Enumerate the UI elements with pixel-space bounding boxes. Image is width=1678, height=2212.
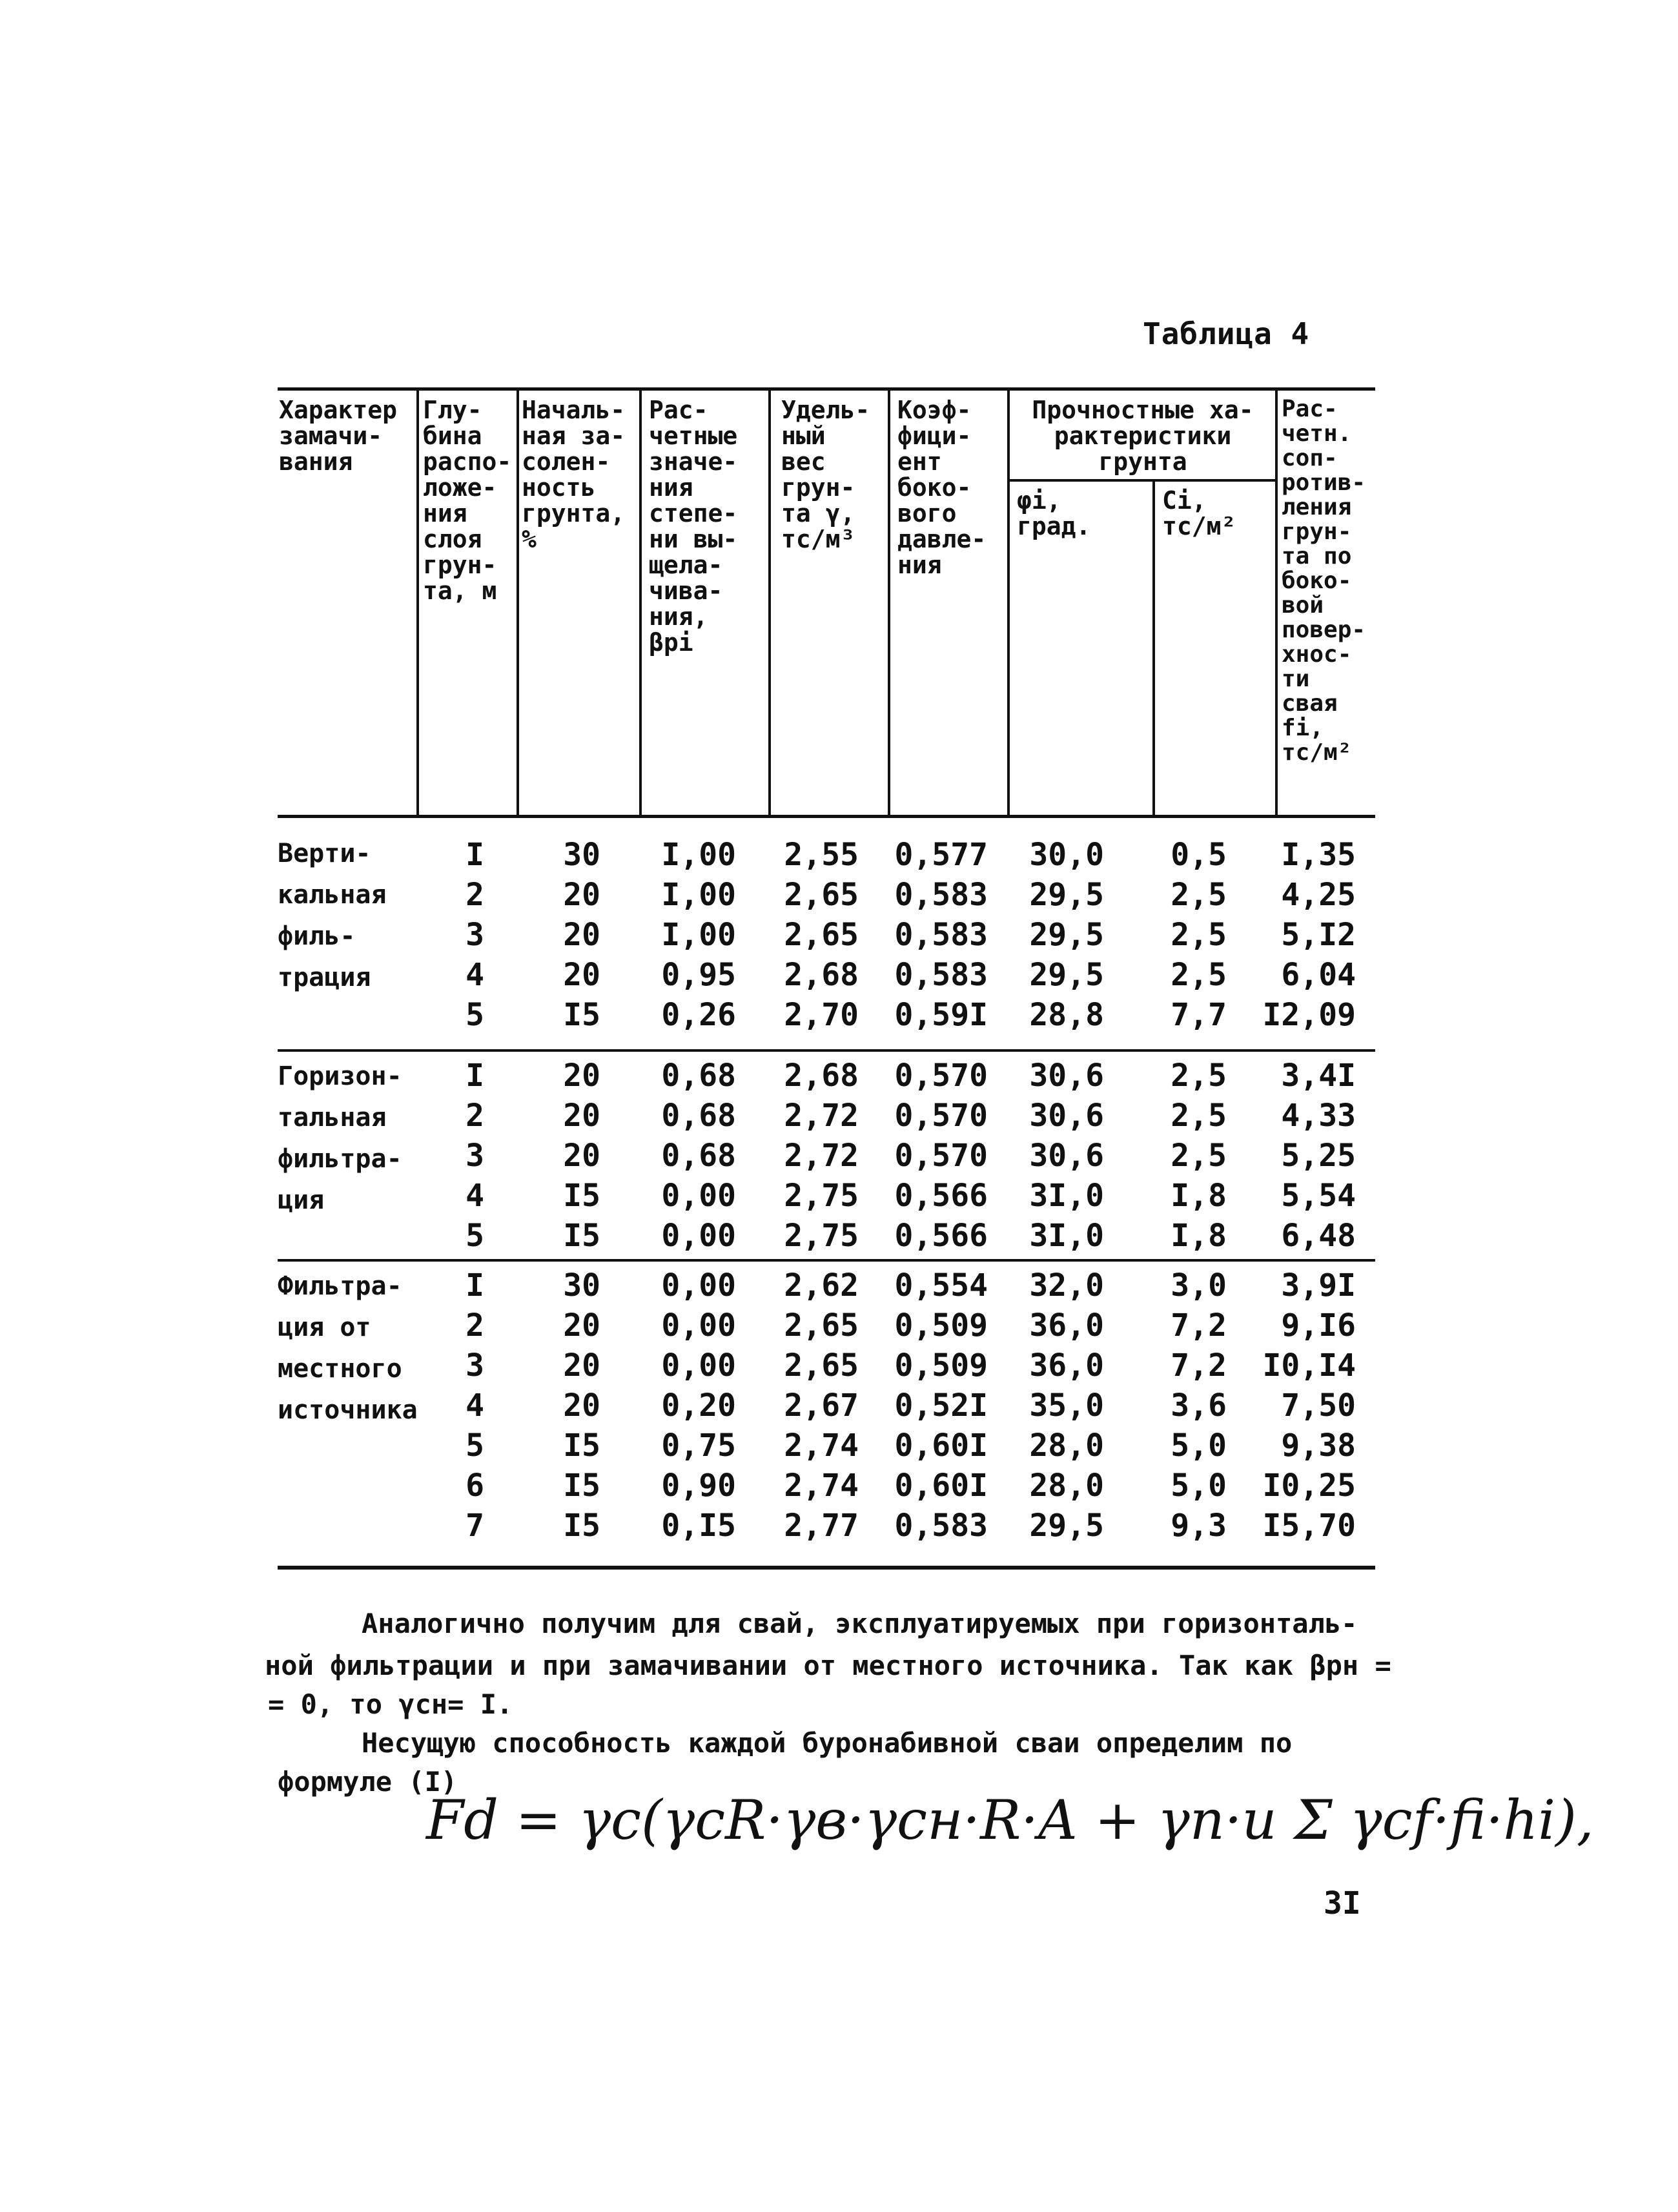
cell-c: 3,6 bbox=[1171, 1388, 1227, 1424]
table-bottom-rule bbox=[278, 1566, 1375, 1570]
cell-c: 2,5 bbox=[1171, 1058, 1227, 1094]
header-salinity: Началь- ная за- солен- ность грунта, % bbox=[522, 396, 626, 553]
cell-resistance: 5,25 bbox=[1281, 1138, 1356, 1174]
header-divider bbox=[416, 391, 419, 817]
cell-resistance: 9,38 bbox=[1281, 1428, 1356, 1464]
header-divider bbox=[1152, 481, 1155, 817]
cell-resistance: I0,I4 bbox=[1262, 1347, 1356, 1384]
cell-weight: 2,74 bbox=[784, 1428, 859, 1464]
cell-weight: 2,67 bbox=[784, 1388, 859, 1424]
header-depth: Глу- бина распо- ложе- ния слоя грун- та, м bbox=[423, 396, 512, 605]
cell-salinity: 20 bbox=[563, 877, 600, 913]
cell-weight: 2,77 bbox=[784, 1508, 859, 1544]
cell-salinity: 20 bbox=[563, 1388, 600, 1424]
cell-phi: 29,5 bbox=[1029, 1508, 1104, 1544]
cell-salinity: 30 bbox=[563, 1267, 600, 1304]
cell-resistance: 6,48 bbox=[1281, 1218, 1356, 1254]
cell-leach: 0,I5 bbox=[661, 1508, 736, 1544]
cell-weight: 2,75 bbox=[784, 1178, 859, 1214]
cell-phi: 3I,0 bbox=[1029, 1218, 1104, 1254]
cell-layer: 3 bbox=[466, 1138, 484, 1174]
cell-lateral: 0,570 bbox=[894, 1098, 988, 1134]
cell-resistance: 3,4I bbox=[1281, 1058, 1356, 1094]
cell-weight: 2,65 bbox=[784, 1347, 859, 1384]
cell-leach: 0,26 bbox=[661, 997, 736, 1033]
paragraph-line: формуле (I) bbox=[278, 1766, 458, 1797]
cell-lateral: 0,583 bbox=[894, 1508, 988, 1544]
cell-weight: 2,65 bbox=[784, 1307, 859, 1344]
cell-lateral: 0,566 bbox=[894, 1218, 988, 1254]
cell-c: I,8 bbox=[1171, 1178, 1227, 1214]
cell-lateral: 0,554 bbox=[894, 1267, 988, 1304]
cell-lateral: 0,570 bbox=[894, 1058, 988, 1094]
cell-weight: 2,72 bbox=[784, 1138, 859, 1174]
header-leach-degree: Рас- четные значе- ния степе- ни вы- щела- чива- ния, βpi bbox=[649, 396, 738, 657]
cell-salinity: I5 bbox=[563, 1508, 600, 1544]
group-separator bbox=[278, 1259, 1375, 1262]
header-divider bbox=[1275, 391, 1278, 817]
cell-leach: 0,00 bbox=[661, 1347, 736, 1384]
cell-weight: 2,68 bbox=[784, 957, 859, 993]
cell-layer: 2 bbox=[466, 1098, 484, 1134]
group-separator bbox=[278, 1049, 1375, 1052]
group-label-local-source: Фильтра- ция от местного источника bbox=[278, 1271, 418, 1425]
cell-layer: I bbox=[466, 1267, 484, 1304]
table-top-rule bbox=[278, 387, 1375, 391]
cell-layer: 4 bbox=[466, 1178, 484, 1214]
cell-resistance: 4,33 bbox=[1281, 1098, 1356, 1134]
cell-lateral: 0,60I bbox=[894, 1428, 988, 1464]
header-divider bbox=[517, 391, 519, 817]
cell-salinity: 20 bbox=[563, 1307, 600, 1344]
cell-salinity: 20 bbox=[563, 1347, 600, 1384]
cell-phi: 28,0 bbox=[1029, 1468, 1104, 1504]
cell-lateral: 0,52I bbox=[894, 1388, 988, 1424]
cell-weight: 2,75 bbox=[784, 1218, 859, 1254]
cell-salinity: I5 bbox=[563, 997, 600, 1033]
cell-leach: 0,75 bbox=[661, 1428, 736, 1464]
cell-weight: 2,68 bbox=[784, 1058, 859, 1094]
cell-leach: 0,68 bbox=[661, 1098, 736, 1134]
cell-salinity: 20 bbox=[563, 1098, 600, 1134]
cell-resistance: 5,I2 bbox=[1281, 917, 1356, 953]
cell-layer: 5 bbox=[466, 1428, 484, 1464]
cell-phi: 36,0 bbox=[1029, 1307, 1104, 1344]
cell-leach: I,00 bbox=[661, 877, 736, 913]
header-bottom-rule bbox=[278, 815, 1375, 818]
cell-weight: 2,55 bbox=[784, 837, 859, 873]
cell-lateral: 0,566 bbox=[894, 1178, 988, 1214]
cell-lateral: 0,509 bbox=[894, 1347, 988, 1384]
cell-lateral: 0,577 bbox=[894, 837, 988, 873]
cell-leach: 0,00 bbox=[661, 1178, 736, 1214]
cell-salinity: I5 bbox=[563, 1468, 600, 1504]
cell-leach: 0,90 bbox=[661, 1468, 736, 1504]
cell-layer: 6 bbox=[466, 1468, 484, 1504]
cell-salinity: 30 bbox=[563, 837, 600, 873]
cell-c: 2,5 bbox=[1171, 917, 1227, 953]
cell-leach: I,00 bbox=[661, 917, 736, 953]
cell-salinity: 20 bbox=[563, 1138, 600, 1174]
cell-weight: 2,72 bbox=[784, 1098, 859, 1134]
cell-resistance: 3,9I bbox=[1281, 1267, 1356, 1304]
cell-resistance: 5,54 bbox=[1281, 1178, 1356, 1214]
cell-lateral: 0,59I bbox=[894, 997, 988, 1033]
strength-subheader-rule bbox=[1007, 479, 1275, 482]
cell-lateral: 0,583 bbox=[894, 917, 988, 953]
cell-c: 2,5 bbox=[1171, 957, 1227, 993]
header-divider bbox=[1007, 391, 1010, 817]
cell-phi: 29,5 bbox=[1029, 917, 1104, 953]
cell-leach: 0,95 bbox=[661, 957, 736, 993]
cell-c: 5,0 bbox=[1171, 1468, 1227, 1504]
cell-layer: 5 bbox=[466, 997, 484, 1033]
cell-c: 7,7 bbox=[1171, 997, 1227, 1033]
cell-layer: 7 bbox=[466, 1508, 484, 1544]
cell-layer: 3 bbox=[466, 917, 484, 953]
cell-salinity: 20 bbox=[563, 1058, 600, 1094]
header-unit-weight: Удель- ный вес грун- та γ, тс/м³ bbox=[781, 396, 870, 553]
bearing-capacity-formula: Fd = γc(γcR·γв·γсн·R·A + γn·u Σ γcf·fi·hi), bbox=[426, 1788, 1594, 1852]
cell-c: 7,2 bbox=[1171, 1307, 1227, 1344]
page-number: 3I bbox=[1324, 1885, 1361, 1921]
cell-leach: 0,00 bbox=[661, 1307, 736, 1344]
cell-layer: 2 bbox=[466, 1307, 484, 1344]
cell-weight: 2,74 bbox=[784, 1468, 859, 1504]
cell-phi: 28,0 bbox=[1029, 1428, 1104, 1464]
cell-lateral: 0,60I bbox=[894, 1468, 988, 1504]
cell-resistance: I2,09 bbox=[1262, 997, 1356, 1033]
cell-lateral: 0,509 bbox=[894, 1307, 988, 1344]
cell-lateral: 0,583 bbox=[894, 877, 988, 913]
cell-c: 2,5 bbox=[1171, 877, 1227, 913]
cell-phi: 30,6 bbox=[1029, 1098, 1104, 1134]
cell-layer: 5 bbox=[466, 1218, 484, 1254]
cell-layer: I bbox=[466, 837, 484, 873]
cell-salinity: I5 bbox=[563, 1428, 600, 1464]
cell-leach: 0,20 bbox=[661, 1388, 736, 1424]
cell-lateral: 0,570 bbox=[894, 1138, 988, 1174]
header-strength: Прочностные ха- рактеристики грунта bbox=[1032, 396, 1254, 476]
header-resistance: Рас- четн. соп- ротив- ления грун- та по боко- вой повер- хнос- ти свая fi, тс/м² bbox=[1282, 396, 1366, 766]
paragraph-line: ной фильтрации и при замачивании от местного источника. Так как βрн = bbox=[265, 1650, 1391, 1681]
cell-layer: 2 bbox=[466, 877, 484, 913]
cell-resistance: I5,70 bbox=[1262, 1508, 1356, 1544]
cell-phi: 29,5 bbox=[1029, 957, 1104, 993]
table-title: Таблица 4 bbox=[1143, 316, 1310, 351]
cell-salinity: I5 bbox=[563, 1178, 600, 1214]
cell-resistance: 4,25 bbox=[1281, 877, 1356, 913]
header-character: Характер замачи- вания bbox=[279, 396, 398, 476]
cell-layer: 4 bbox=[466, 957, 484, 993]
header-divider bbox=[888, 391, 890, 817]
cell-phi: 28,8 bbox=[1029, 997, 1104, 1033]
cell-salinity: 20 bbox=[563, 957, 600, 993]
cell-leach: 0,00 bbox=[661, 1218, 736, 1254]
cell-salinity: I5 bbox=[563, 1218, 600, 1254]
cell-resistance: 6,04 bbox=[1281, 957, 1356, 993]
header-lateral-coef: Коэф- фици- ент боко- вого давле- ния bbox=[897, 396, 987, 579]
cell-weight: 2,62 bbox=[784, 1267, 859, 1304]
cell-phi: 29,5 bbox=[1029, 877, 1104, 913]
paragraph-line: = 0, то γсн= I. bbox=[268, 1688, 513, 1720]
header-divider bbox=[768, 391, 771, 817]
cell-phi: 30,0 bbox=[1029, 837, 1104, 873]
cell-resistance: I0,25 bbox=[1262, 1468, 1356, 1504]
cell-weight: 2,65 bbox=[784, 877, 859, 913]
cell-leach: 0,00 bbox=[661, 1267, 736, 1304]
cell-weight: 2,70 bbox=[784, 997, 859, 1033]
header-phi: φi, град. bbox=[1017, 486, 1091, 540]
header-divider bbox=[639, 391, 642, 817]
cell-c: I,8 bbox=[1171, 1218, 1227, 1254]
group-label-horizontal: Горизон- тальная фильтра- ция bbox=[278, 1061, 402, 1215]
cell-leach: 0,68 bbox=[661, 1138, 736, 1174]
cell-c: 9,3 bbox=[1171, 1508, 1227, 1544]
cell-layer: I bbox=[466, 1058, 484, 1094]
cell-layer: 4 bbox=[466, 1388, 484, 1424]
paragraph-line: Несущую способность каждой буронабивной сваи определим по bbox=[362, 1727, 1293, 1759]
cell-weight: 2,65 bbox=[784, 917, 859, 953]
cell-c: 2,5 bbox=[1171, 1138, 1227, 1174]
cell-leach: 0,68 bbox=[661, 1058, 736, 1094]
cell-phi: 3I,0 bbox=[1029, 1178, 1104, 1214]
cell-c: 7,2 bbox=[1171, 1347, 1227, 1384]
cell-phi: 35,0 bbox=[1029, 1388, 1104, 1424]
cell-phi: 30,6 bbox=[1029, 1138, 1104, 1174]
cell-resistance: 7,50 bbox=[1281, 1388, 1356, 1424]
cell-resistance: 9,I6 bbox=[1281, 1307, 1356, 1344]
cell-leach: I,00 bbox=[661, 837, 736, 873]
cell-c: 3,0 bbox=[1171, 1267, 1227, 1304]
cell-phi: 36,0 bbox=[1029, 1347, 1104, 1384]
cell-resistance: I,35 bbox=[1281, 837, 1356, 873]
cell-phi: 30,6 bbox=[1029, 1058, 1104, 1094]
cell-c: 2,5 bbox=[1171, 1098, 1227, 1134]
cell-c: 5,0 bbox=[1171, 1428, 1227, 1464]
cell-layer: 3 bbox=[466, 1347, 484, 1384]
cell-salinity: 20 bbox=[563, 917, 600, 953]
cell-lateral: 0,583 bbox=[894, 957, 988, 993]
group-label-vertical: Верти- кальная филь- трация bbox=[278, 839, 387, 992]
cell-c: 0,5 bbox=[1171, 837, 1227, 873]
cell-phi: 32,0 bbox=[1029, 1267, 1104, 1304]
paragraph-line: Аналогично получим для свай, эксплуатируемых при горизонталь- bbox=[362, 1608, 1358, 1639]
header-c: Ci, тс/м² bbox=[1162, 486, 1236, 540]
